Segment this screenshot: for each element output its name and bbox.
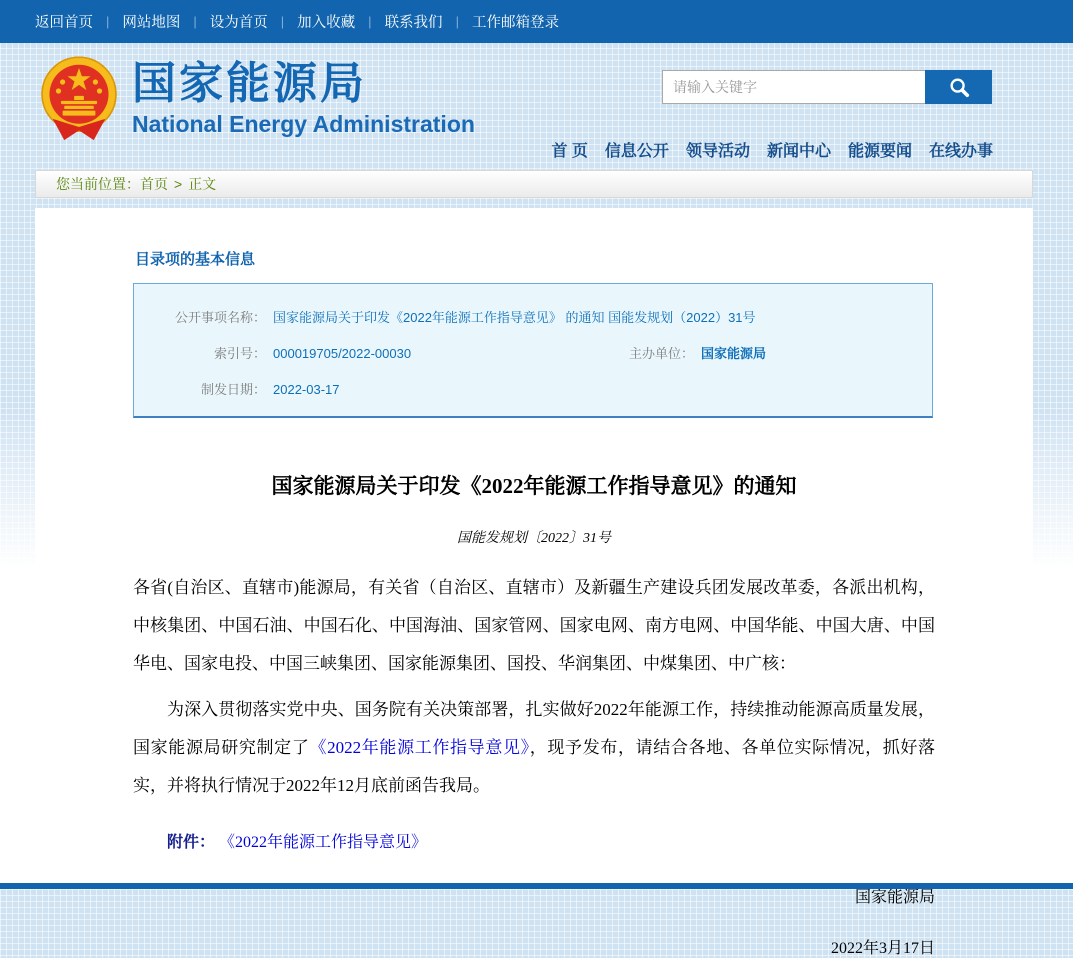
document-number: 国能发规划〔2022〕31号 xyxy=(457,531,611,546)
attachment-line xyxy=(133,829,935,852)
topbar-separator: | xyxy=(280,14,285,29)
search-icon xyxy=(948,76,970,98)
search-button[interactable] xyxy=(925,70,992,104)
topbar-separator: | xyxy=(368,14,372,29)
document-info-box xyxy=(133,283,933,418)
breadcrumb xyxy=(35,170,1033,198)
paragraph-text-after-link: ，现予发布，请结合各地、各单位实际情况，抓好落实，并将执行情况于2022年12月底前函告我局。 xyxy=(133,738,936,795)
site-logo[interactable] xyxy=(38,54,475,146)
nav-energy-news[interactable]: 能源要闻 xyxy=(847,143,912,160)
info-label-issue-date: 制发日期： xyxy=(200,382,266,397)
content-panel xyxy=(35,208,1033,957)
info-value-index-number: 000019705/2022-00030 xyxy=(273,346,412,361)
guidance-opinion-link[interactable]: 《2022年能源工作指导意见》 xyxy=(309,738,530,757)
topbar-link-set-homepage[interactable]: 设为首页 xyxy=(209,15,268,31)
document-date: 2022年3月17日 xyxy=(830,940,935,957)
info-label-index-number: 索引号： xyxy=(213,346,266,361)
nav-leadership[interactable]: 领导活动 xyxy=(685,143,750,160)
info-section-heading: 目录项的基本信息 xyxy=(135,251,256,268)
document-paragraph-main xyxy=(133,691,935,805)
document-paragraph-recipients: 各省(自治区、直辖市)能源局，有关省（自治区、直辖市）及新疆生产建设兵团发展改革委，各派出机构，中核集团、中国石油、中国石化、中国海油、国家管网、国家电网、南方电网、中国华能、中国大唐、中国华电、国家电投、中国三峡集团、国家能源集团、国投、华润集团、中煤集团、中广核： xyxy=(133,578,935,673)
info-value-issue-date: 2022-03-17 xyxy=(273,382,340,397)
site-header xyxy=(0,43,1073,170)
breadcrumb-separator: > xyxy=(174,176,183,192)
info-row-title xyxy=(134,307,932,328)
site-title xyxy=(132,54,475,146)
top-utility-bar xyxy=(0,0,1073,43)
paragraph-text-before-link: 为深入贯彻落实党中央、国务院有关决策部署，扎实做好2022年能源工作，持续推动能源高质量发展，国家能源局研究制定了 xyxy=(133,700,935,757)
national-emblem-icon xyxy=(38,54,120,146)
breadcrumb-prefix: 您当前位置： xyxy=(56,176,140,192)
attachment-link[interactable]: 《2022年能源工作指导意见》 xyxy=(219,834,428,851)
site-name-english: National Energy Administration xyxy=(132,111,475,137)
breadcrumb-home-link[interactable]: 首页 xyxy=(140,176,168,192)
search-input[interactable] xyxy=(662,70,925,104)
topbar-link-home[interactable]: 返回首页 xyxy=(35,15,93,31)
nav-online-services[interactable]: 在线办事 xyxy=(928,143,993,160)
topbar-separator: | xyxy=(106,14,110,29)
document-title: 国家能源局关于印发《2022年能源工作指导意见》的通知 xyxy=(271,474,797,498)
topbar-separator: | xyxy=(455,14,459,29)
footer-bar xyxy=(0,883,1073,889)
topbar-link-contact[interactable]: 联系我们 xyxy=(384,15,443,31)
nav-home[interactable]: 首 页 xyxy=(551,143,588,160)
info-value-title: 国家能源局关于印发《2022年能源工作指导意见》 的通知 国能发规划（2022）31号 xyxy=(273,310,756,325)
search-bar xyxy=(662,70,992,104)
topbar-separator: | xyxy=(193,14,197,29)
topbar-link-favorites[interactable]: 加入收藏 xyxy=(297,15,356,31)
topbar-link-mail-login[interactable]: 工作邮箱登录 xyxy=(471,15,559,31)
nav-info-disclosure[interactable]: 信息公开 xyxy=(604,143,669,160)
main-nav xyxy=(534,138,993,161)
nav-news-center[interactable]: 新闻中心 xyxy=(766,143,831,160)
info-row-issue-date xyxy=(134,379,932,400)
info-row-index xyxy=(134,343,932,364)
attachment-label: 附件： xyxy=(167,834,216,851)
info-value-organizer: 国家能源局 xyxy=(701,346,767,361)
breadcrumb-current: 正文 xyxy=(188,176,217,192)
info-label-title: 公开事项名称： xyxy=(174,310,266,325)
site-name-chinese: 国家能源局 xyxy=(132,59,367,108)
info-label-organizer: 主办单位： xyxy=(628,346,694,361)
topbar-link-sitemap[interactable]: 网站地图 xyxy=(122,15,181,31)
document-signer: 国家能源局 xyxy=(854,889,935,906)
